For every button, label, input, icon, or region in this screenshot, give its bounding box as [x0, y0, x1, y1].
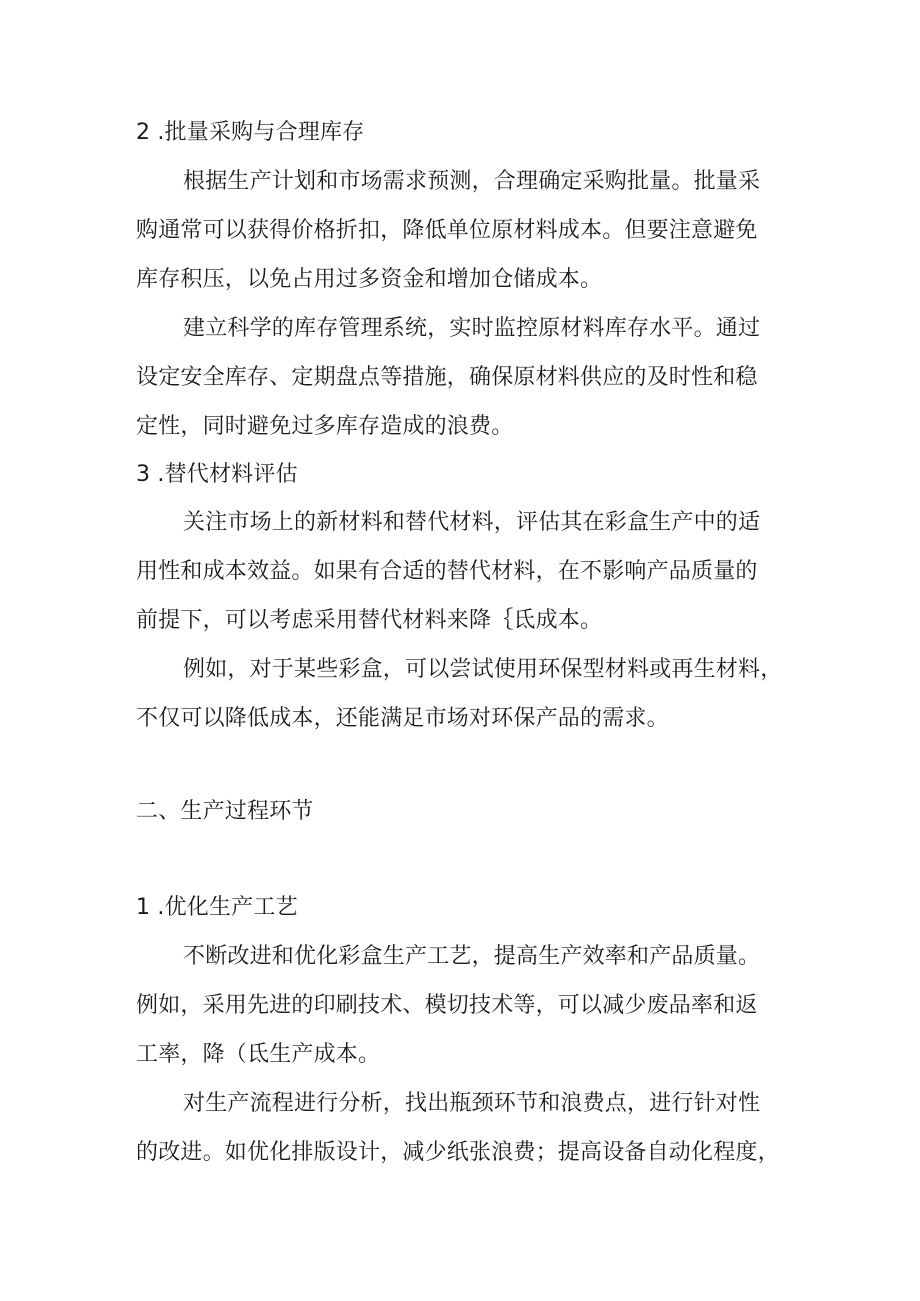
paragraph-line: 库存积压，以免占用过多资金和增加仓储成本。 [136, 267, 603, 292]
paragraph-line: 定性，同时避免过多库存造成的浪费。 [136, 414, 514, 439]
paragraph-line: 建立科学的库存管理系统，实时监控原材料库存水平。通过 [183, 316, 761, 341]
paragraph-line: 例如，采用先进的印刷技术、模切技术等，可以减少废品率和返 [136, 993, 758, 1018]
paragraph-line: 购通常可以获得价格折扣，降低单位原材料成本。但要注意避免 [136, 218, 758, 243]
paragraph-line: 的改进。如优化排版设计，减少纸张浪费；提高设备自动化程度， [136, 1140, 780, 1165]
paragraph-line: 用性和成本效益。如果有合适的替代材料，在不影响产品质量的 [136, 559, 758, 584]
section-heading: 1 .优化生产工艺 [136, 895, 298, 920]
paragraph-line: 工率，降（氐生产成本。 [136, 1042, 381, 1067]
paragraph-line: 不仅可以降低成本，还能满足市场对环保产品的需求。 [136, 706, 669, 731]
paragraph-line: 前提下，可以考虑采用替代材料来降｛氐成本。 [136, 608, 603, 633]
section-heading: 2 .批量采购与合理库存 [136, 120, 365, 145]
chapter-heading: 二、生产过程环节 [136, 799, 314, 824]
section-heading: 3 .替代材料评估 [136, 462, 298, 487]
paragraph-line: 关注市场上的新材料和替代材料，评估其在彩盒生产中的适 [183, 510, 761, 535]
paragraph-line: 设定安全库存、定期盘点等措施，确保原材料供应的及时性和稳 [136, 365, 758, 390]
paragraph-line: 对生产流程进行分析，找出瓶颈环节和浪费点，进行针对性 [183, 1091, 761, 1116]
paragraph-line: 不断改进和优化彩盒生产工艺，提高生产效率和产品质量。 [183, 944, 761, 969]
paragraph-line: 根据生产计划和市场需求预测，合理确定采购批量。批量采 [183, 169, 761, 194]
paragraph-line: 例如，对于某些彩盒，可以尝试使用环保型材料或再生材料， [183, 657, 783, 682]
